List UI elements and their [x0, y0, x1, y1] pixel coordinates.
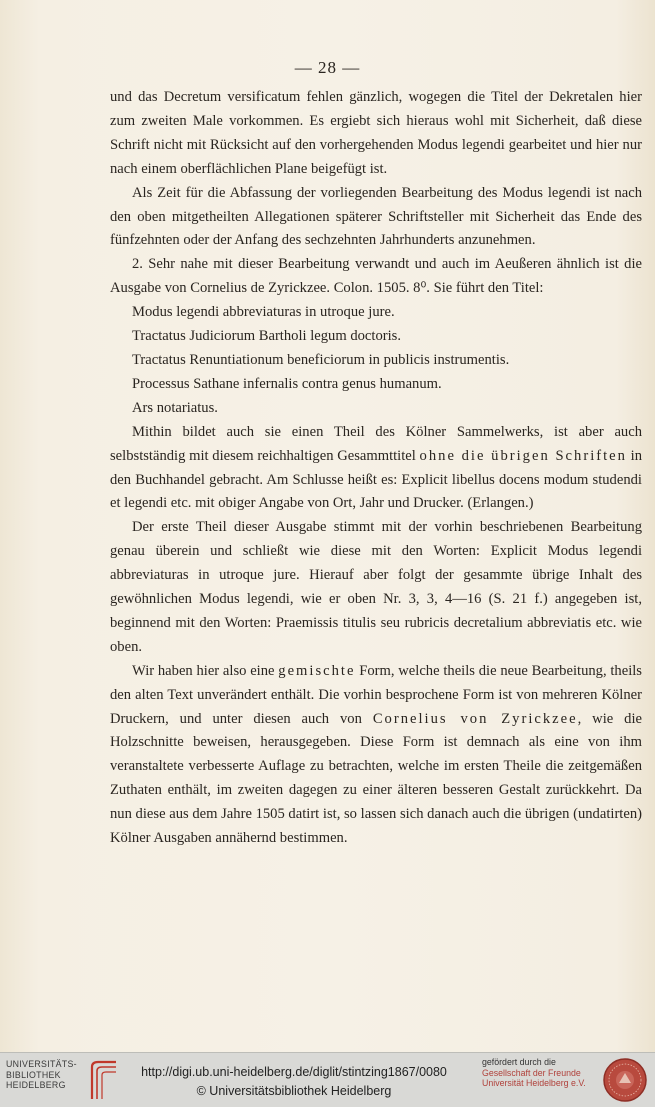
library-logo-icon[interactable] [86, 1059, 120, 1101]
library-name[interactable] [6, 1059, 88, 1091]
text-run: Wir haben hier also eine [132, 662, 279, 679]
sponsor-org-line: Gesellschaft der Freunde [482, 1067, 581, 1078]
title-line: Ars notariatus. [132, 399, 218, 416]
paragraph-1: und das Decretum versificatum fehlen gänzlich, wogegen die Titel der Dekretalen hier zum zweiten Male vorkommen. Es ergiebt sich hieraus wohl mit Sicherheit, daß diese Schrift nicht mit Rücksicht auf den vorhergehenden Modus legendi gearbeitet und hier nur nach einem oberflächlichen Plane beigefügt ist. [110, 89, 642, 177]
copyright-notice: © Universitätsbibliothek Heidelberg [196, 1084, 392, 1098]
spaced-emphasis: Cornelius von Zyrickzee [372, 710, 578, 727]
paragraph-4 [110, 421, 642, 517]
text-run: Mithin bildet auch sie einen Theil des Kölner Sammelwerks, ist aber auch selbstständig mit diesem reichhaltigen Gesammttitel [110, 423, 642, 464]
paragraph-3: 2. Sehr nahe mit dieser Bearbeitung verwandt und auch im Aeußeren ähnlich ist die Ausgabe von Cornelius de Zyrickzee. Colon. 1505. 8⁰. Sie führt den Titel: [110, 256, 642, 297]
title-line: Processus Sathane infernalis contra genus humanum. [132, 375, 442, 392]
library-name-line: UNIVERSITÄTS- [6, 1059, 77, 1069]
title-line: Tractatus Renuntiationum beneficiorum in publicis instrumentis. [132, 351, 510, 368]
title-line: Tractatus Judiciorum Bartholi legum doctoris. [132, 328, 402, 345]
spaced-emphasis: ohne die übrigen Schriften [419, 447, 627, 464]
paragraph-2: Als Zeit für die Abfassung der vorliegenden Bearbeitung des Modus legendi ist nach den oben mitgetheilten Allegationen späterer Schriftsteller mit Sicherheit das Ende des fünfzehnten oder der Anfang des sechzehnten Jahrhunderts anzunehmen. [110, 184, 642, 249]
text-run: , wie die Holzschnitte beweisen, herausgegeben. Diese Form ist demnach als eine von ihm veranstaltete verbesserte Auflage zu betrachten, welche im ersten Theile die zeitgemäßen Zuthaten enthält, im zweiten dagegen zu einer älteren besseren Gestalt zurückkehrt. Da nun diese aus dem Jahre 1505 datirt ist, so lassen sich danach auch die übrigen (undatirten) Kölner Ausgaben annähernd bestimmen. [110, 710, 642, 847]
permalink-url[interactable]: http://digi.ub.uni-heidelberg.de/diglit/stintzing1867/0080 [141, 1065, 447, 1079]
spaced-emphasis: gemischte [278, 662, 356, 679]
footer-bar [0, 1052, 655, 1107]
page-number: — 28 — [294, 58, 361, 77]
paragraph-5: Der erste Theil dieser Ausgabe stimmt mit der vorhin beschriebenen Bearbeitung genau überein und schließt wie diese mit den Worten: Explicit Modus legendi abbreviaturas in utroque jure. Hierauf aber folgt der gesammte übrige Inhalt des gewöhnlichen Modus legendi, wie er oben Nr. 3, 3, 4—16 (S. 21 f.) angegeben ist, beginnend mit den Worten: Praemissis titulis seu rubricis decretalium abbreviatis etc. wie oben. [110, 519, 642, 655]
title-line: Modus legendi abbreviaturas in utroque jure. [132, 304, 395, 321]
sponsor-intro: gefördert durch die [482, 1057, 556, 1067]
library-name-line: BIBLIOTHEK [6, 1069, 61, 1080]
body-text [110, 86, 642, 851]
paragraph-6 [110, 660, 642, 851]
text-run: in den Buchhandel gebracht. Am Schlusse heißt es: Explicit libellus docens modum studendi et legendi etc. mit obiger Angabe von Ort, Jahr und Drucker. (Erlangen.) [110, 447, 643, 512]
text-run: Form, welche theils die neue Bearbeitung, theils den alten Text unverändert enthält. Die vorhin besprochene Form ist von mehreren Kölner Druckern, und unter diesen auch von [110, 662, 642, 727]
sponsor-note[interactable] [482, 1057, 586, 1089]
university-seal-icon[interactable] [601, 1057, 649, 1103]
sponsor-org-line: Universität Heidelberg e.V. [482, 1078, 586, 1088]
library-name-line: HEIDELBERG [6, 1080, 66, 1090]
